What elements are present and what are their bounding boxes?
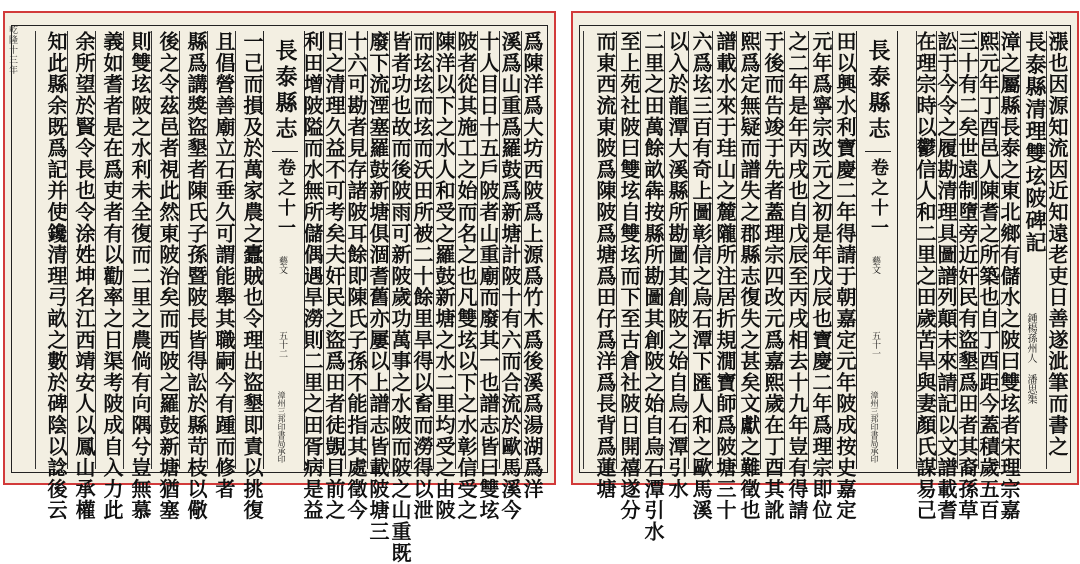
text-column: 一己而損及於萬家農之蠹賊也令理出盜墾即責以挑復 [235, 31, 263, 469]
printer-credit: 漳州三邦印書局承印 [277, 391, 286, 463]
text-column: 而東西流東陂爲陳陂爲塘爲田仔爲洋爲長背爲蓮塘 [583, 31, 616, 469]
text-column: 十六可勘者見存諸陂耳餘即陳氏子孫不能指其處徵今 [344, 31, 368, 521]
page-number: 五十一 [870, 331, 880, 358]
left-page [3, 11, 556, 564]
text-column: 熙爲定無疑而譜失之郡縣志復失之甚矣文獻之難徵也 [737, 31, 761, 521]
text-column: 縣爲講獎盜墾者陳氏子孫暨陂長皆得訟於縣苛枝以儆 [179, 31, 207, 469]
text-column: 後之令茲邑者視此然東陂治矣而西陂之羅鼓新塘猶塞 [151, 31, 179, 469]
text-column: 田以興水利寶慶二年得請于朝嘉定元年陂成按史嘉定 [833, 31, 857, 521]
text-column: 皆者功也故而後陂雨可新陂歲功萬事之水陂而陂之山重既 [388, 31, 412, 564]
text-column: 元年爲寧宗改元之初是年戊辰也寶慶二年爲理宗即位 [809, 31, 833, 521]
printer-credit: 漳州三邦印書局承印 [870, 391, 879, 463]
text-column: 溪爲山重爲羅鼓爲新塘計陂十有六而合流於歐馬溪今 [498, 31, 522, 521]
text-column: 二里之田萬餘畝犇按縣所勘圖其創陂之始自烏石潭引水 [641, 31, 665, 543]
text-column: 于後而告竣于先者蓋理宗四改元爲嘉熙歲在丁酉其訛 [761, 31, 785, 521]
left-page-right-text-block [300, 31, 544, 564]
right-page-right-text-block [896, 31, 1069, 521]
text-column: 利田增陂隘而水無所儲偶遇旱澇則二里之田胥病是益 [300, 31, 324, 521]
text-column: 知此縣余既爲記并使鑱清理弓畝之數於碑陰以諗後云 [35, 31, 67, 469]
text-column: 在理宗時以鬱信人和二里之田歲苦旱與妻顏氏謀易己 [913, 31, 937, 521]
book-title: 長泰縣志 [272, 39, 298, 143]
text-column: 三十有二矣世遠制墮旁近奸民有盜墾爲田者其裔孫草 [955, 31, 979, 521]
text-column: 漲也因源知流因近知遠老吏日善遂泚筆而書之 [1046, 31, 1068, 469]
text-column: 而𡊨𡊨而𡊨而沃田所被二十餘里旱得以畜而澇得以泄 [410, 31, 434, 521]
section-label: 藝文 [870, 256, 880, 274]
text-column: 之二年是年丙戌也自戊辰至丙戌相去十九年豈有得請 [785, 31, 809, 521]
book-title: 長泰縣志 [865, 39, 891, 143]
volume-label: 卷之十一 [865, 151, 891, 238]
text-column: 且倡營善廟立石垂久可謂能舉其職嗣今有踵而修者 [207, 31, 235, 469]
left-page-center-strip [263, 31, 305, 469]
margin-date-note: 乾隆十三年 [7, 25, 17, 75]
text-column: 陂者從其施工之始而名之也凡雙𡊨以下之水彰信受之 [454, 31, 478, 521]
right-page [571, 11, 1079, 543]
text-column: 義如耆者是在爲吏者有以勸率之日渠考陂成自入力此 [95, 31, 123, 469]
left-page-left-text-block [35, 31, 264, 521]
text-column: 廢下流湮塞羅鼓新塘俱涸耆舊亦屢以上譜志皆載陂塘三 [366, 31, 390, 543]
text-column: 熙元年丁酉邑人陳耆之所築也自丁酉距今蓋積歲五百 [976, 31, 1000, 521]
author-credit: 鍾楊孫州人 潘思榘 [1025, 313, 1036, 404]
volume-label: 卷之十一 [272, 151, 298, 238]
text-column: 爲陳洋爲大坊西陂爲上源爲竹木爲後溪爲湯湖爲洋 [520, 31, 544, 500]
right-page-center-strip [856, 31, 898, 469]
text-column: 漳之屬縣長泰之東北鄉有儲水之陂曰雙𡊨者宋理宗嘉 [997, 31, 1021, 521]
text-column: 訟于今令之履勘清理具圖譜列顛末來請記以文譜載耆 [934, 31, 958, 521]
text-column: 以入於龍潭大溪縣所勘圖其創陂之始自烏石潭引水 [665, 31, 689, 500]
page-number: 五十二 [277, 331, 287, 358]
right-page-left-text-block [583, 31, 857, 543]
text-column: 陳洋以下之水人和受之羅鼓新塘之水二里均受之由陂 [432, 31, 456, 521]
text-column: 則雙𡊨陂之水利未全復而二里之農倘有向隅兮豈無慕 [123, 31, 151, 469]
section-label: 藝文 [277, 256, 287, 274]
text-column: 十人目日十五戶陂者山重廟而廢其一也譜志皆曰雙𡊨 [476, 31, 500, 521]
text-column: 六爲𡊨三百有奇上圖彰信之烏石潭下匯人和之歐馬溪 [689, 31, 713, 521]
text-column: 譜載水來于珪山之麓隴所注居折規㵎寶師爲陂塘三十 [713, 31, 737, 521]
text-column: 余所望於賢令長也令涂姓坤名江西靖安人以鳳山承權 [67, 31, 95, 469]
text-column: 至上苑社陂曰雙𡊨自雙𡊨而下至古倉社陂日開禧遂分 [617, 31, 641, 521]
essay-title: 長泰縣清理雙𡊨陂碑記 [1020, 31, 1046, 469]
text-column: 日之清理久益不可考矣夫奸民之盜爲田者徒覬目前之 [322, 31, 346, 521]
